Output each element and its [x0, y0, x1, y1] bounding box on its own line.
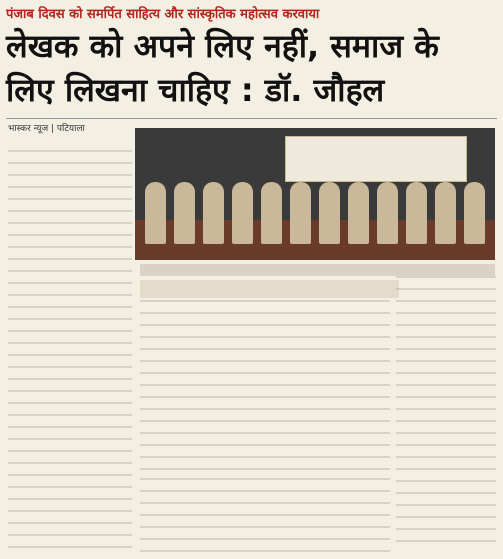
body-column-left: [8, 150, 132, 550]
headline: लेखक को अपने लिए नहीं, समाज के लिए लिखना चाहिए : डॉ. जौहल: [6, 27, 439, 109]
photo-figures: [145, 182, 485, 244]
kicker: पंजाब दिवस को समर्पित साहित्य और सांस्कृतिक महोत्सव करवाया: [6, 7, 320, 22]
photo-caption-placeholder: [140, 264, 495, 276]
photo: [135, 128, 495, 260]
photo-banner: [285, 136, 467, 182]
body-column-middle-lower: [140, 478, 390, 552]
subhead-placeholder: [140, 280, 399, 298]
rule: [6, 118, 497, 119]
body-column-middle: [140, 300, 390, 476]
byline: भास्कर न्यूज | पटियाला: [8, 124, 85, 134]
body-column-right: [396, 276, 496, 552]
